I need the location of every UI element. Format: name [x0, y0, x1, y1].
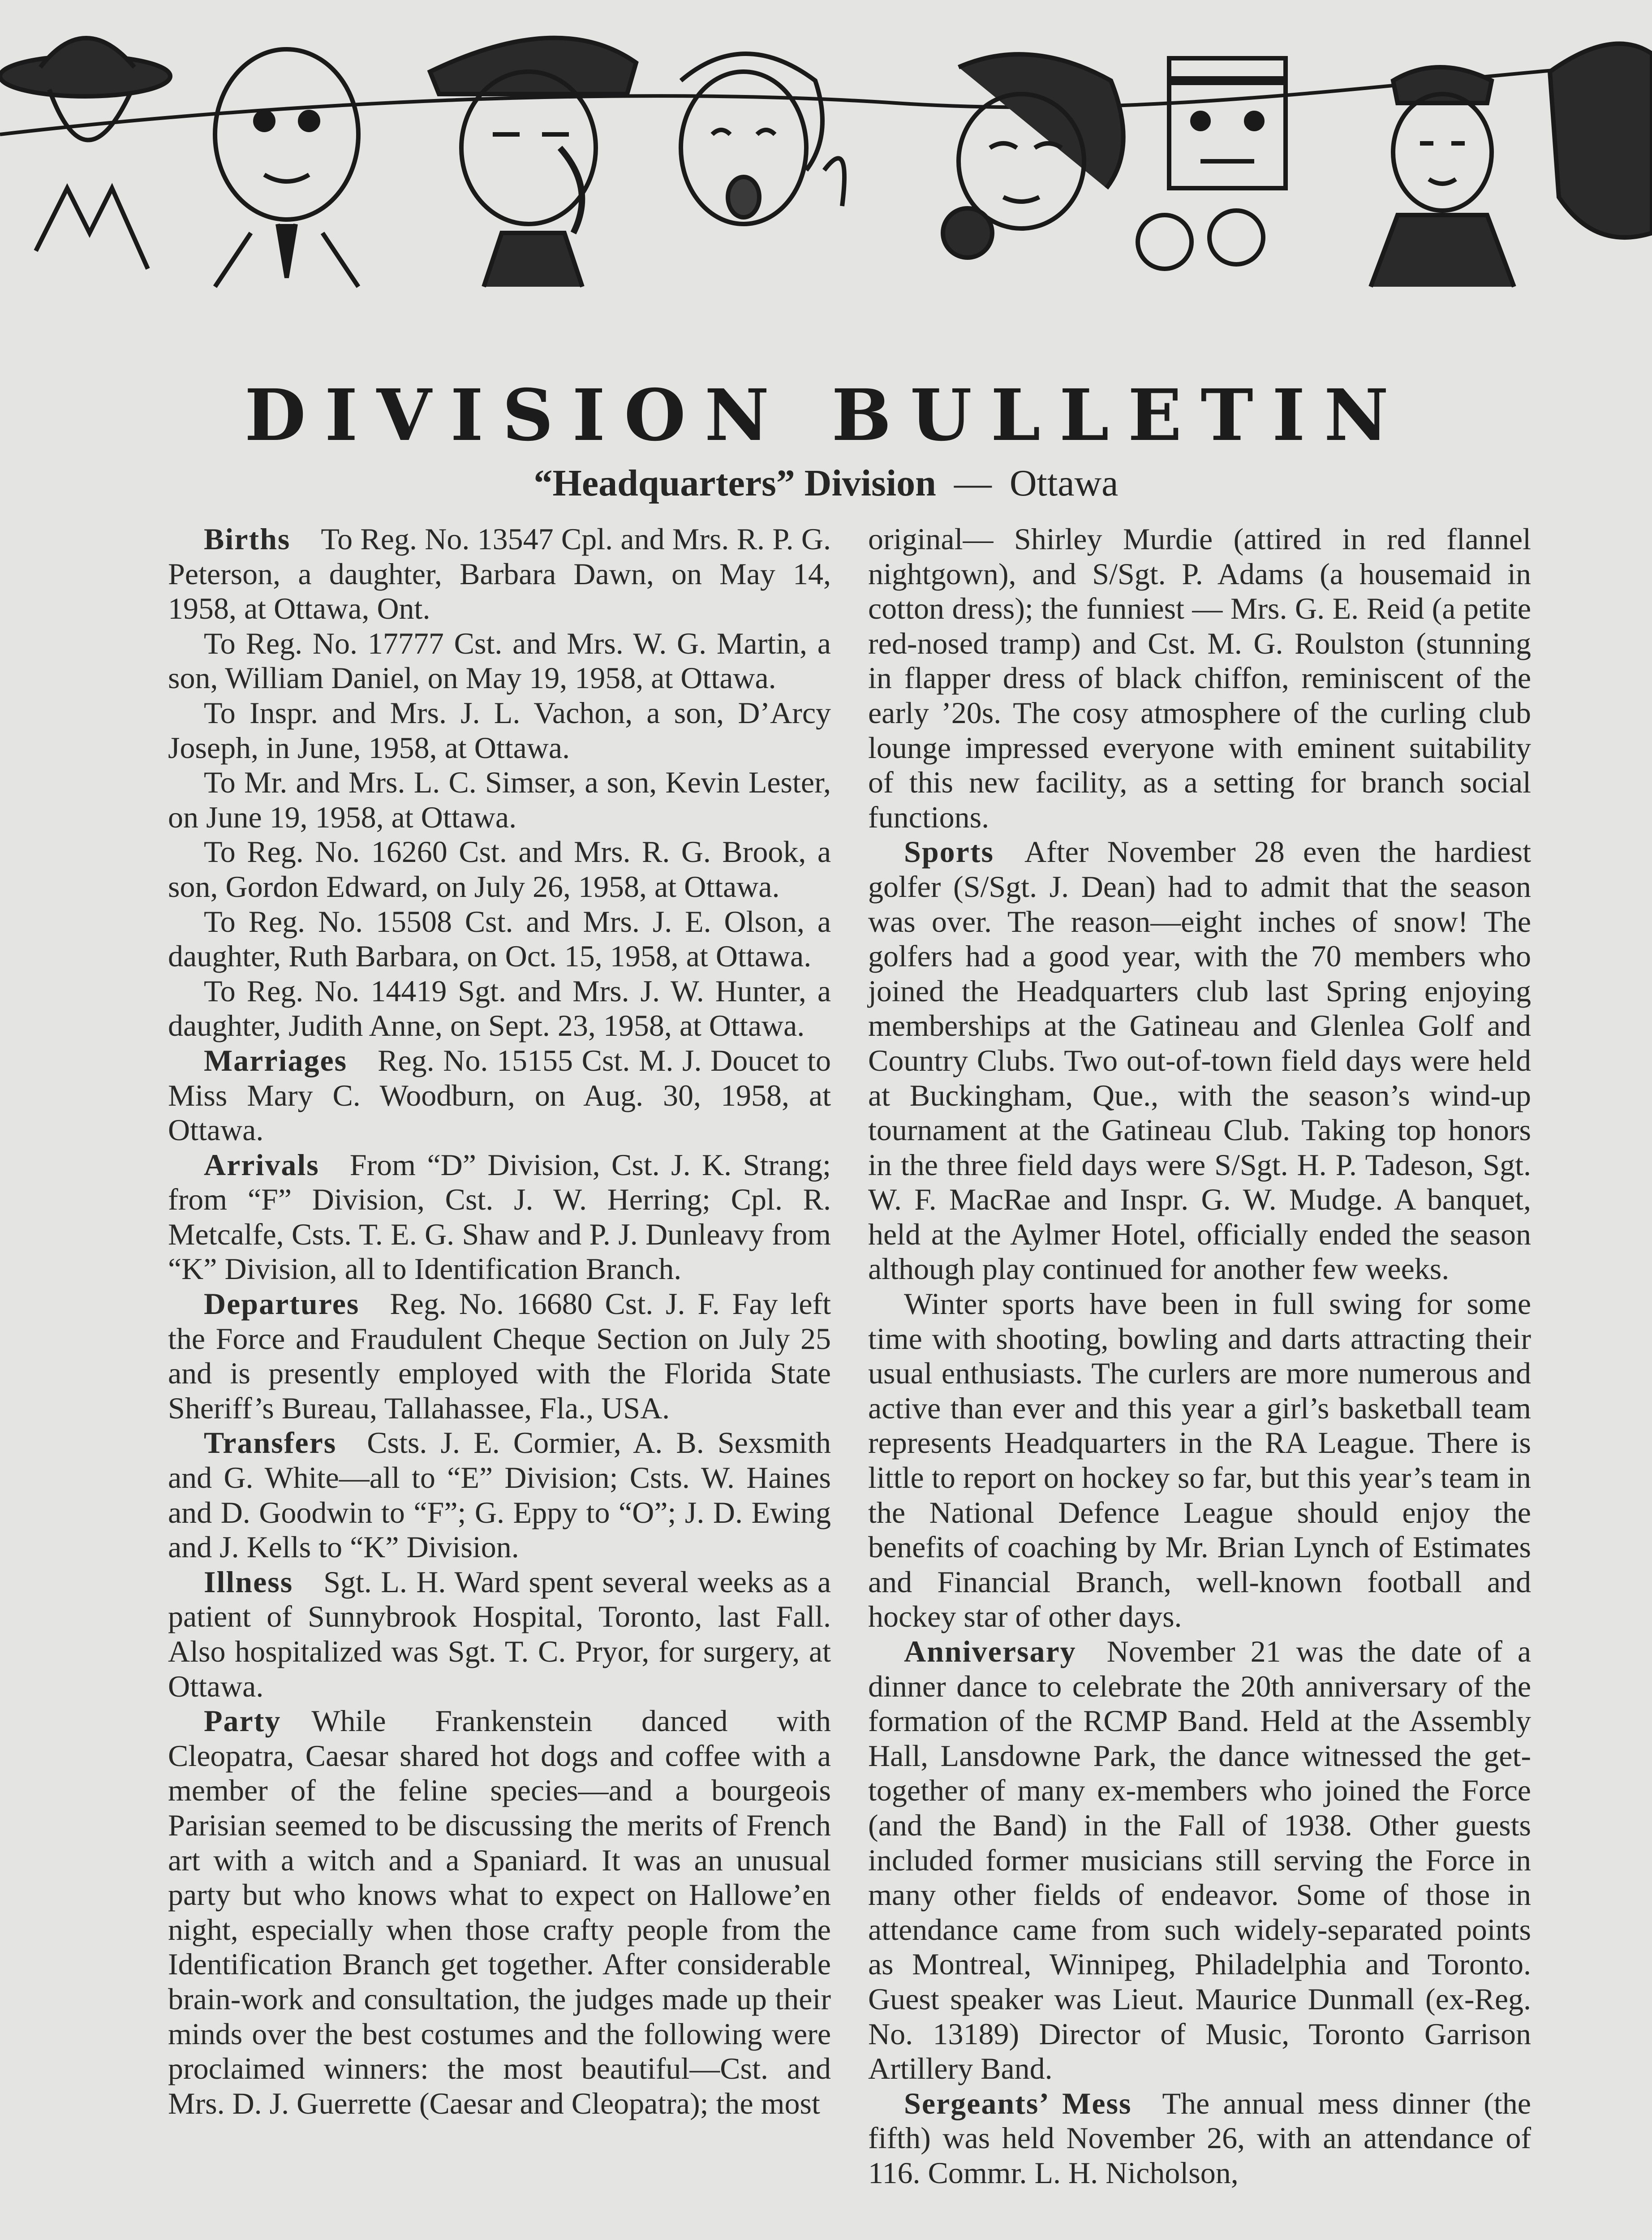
bulletin-paragraph	[168, 522, 831, 626]
paragraph-text: original— Shirley Murdie (attired in red flannel nightgown), and S/Sgt. P. Adams (a housemaid in cotton dress); the funniest — Mrs. G. E. Reid (a petite red-nosed tramp) and Cst. M. G. Roulston (stunning in flapper dress of black chiffon, reminiscent of the early ’20s. The cosy atmosphere of the curling club lounge impressed everyone with eminent suitability of this new facility, as a setting for branch social functions.	[868, 522, 1531, 834]
paragraph-text: To Mr. and Mrs. L. C. Simser, a son, Kevin Lester, on June 19, 1958, at Ottawa.	[168, 765, 831, 834]
bulletin-paragraph	[868, 2086, 1531, 2191]
right-column	[868, 522, 1531, 2191]
paragraph-text: To Reg. No. 15508 Cst. and Mrs. J. E. Olson, a daughter, Ruth Barbara, on Oct. 15, 1958, at Ottawa.	[168, 904, 831, 974]
subtitle-dash: —	[954, 462, 992, 504]
paragraph-text: Reg. No. 15155 Cst. M. J. Doucet to Miss Mary C. Woodburn, on Aug. 30, 1958, at Ottawa.	[168, 1043, 831, 1147]
section-heading: Sergeants’ Mess	[904, 2086, 1132, 2120]
bulletin-paragraph	[168, 1426, 831, 1564]
section-heading: Departures	[204, 1287, 360, 1321]
cartoon-banner	[0, 0, 1652, 358]
bulletin-paragraph	[868, 835, 1531, 1287]
bulletin-paragraph	[168, 1565, 831, 1704]
section-heading: Arrivals	[204, 1147, 319, 1182]
section-heading: Births	[204, 522, 291, 556]
paragraph-text: While Frankenstein danced with Cleopatra, Caesar shared hot dogs and coffee with a member of the feline species—and a bourgeois Parisian seemed to be discussing the merits of French art with a witch and a Spaniard. It was an unusual party but who knows what to expect on Hallowe’en night, especially when those crafty people from the Identification Branch get together. After considerable brain-work and consultation, the judges made up their minds over the best costumes and the following were proclaimed winners: the most beautiful—Cst. and Mrs. D. J. Guerrette (Caesar and Cleopatra); the most	[168, 1704, 831, 2120]
bulletin-title: DIVISION BULLETIN	[244, 374, 1408, 457]
bulletin-paragraph	[168, 1704, 831, 2121]
cartoon-faces-icon	[0, 0, 1652, 358]
section-heading: Anniversary	[904, 1634, 1076, 1668]
paragraph-text: November 21 was the date of a dinner dance to celebrate the 20th anniversary of the formation of the RCMP Band. Held at the Assembly Hall, Lansdowne Park, the dance witnessed the get-together of many ex-members who joined the Force (and the Band) in the Fall of 1938. Other guests included former musicians still serving the Force in many other fields of endeavor. Some of those in attendance came from such widely-separated points as Montreal, Winnipeg, Philadelphia and Toronto. Guest speaker was Lieut. Maurice Dunmall (ex-Reg. No. 13189) Director of Music, Toronto Garrison Artillery Band.	[868, 1634, 1531, 2086]
section-heading: Illness	[204, 1564, 293, 1599]
paragraph-text: From “D” Division, Cst. J. K. Strang; from “F” Division, Cst. J. W. Herring; Cpl. R. Metcalfe, Csts. T. E. G. Shaw and P. J. Dunleavy from “K” Division, all to Identification Branch.	[168, 1147, 831, 1286]
paragraph-text: Winter sports have been in full swing for some time with shooting, bowling and darts attracting their usual enthusiasts. The curlers are more numerous and active than ever and this year a girl’s basketball team represents Headquarters in the RA League. There is little to report on hockey so far, but this year’s team in the National Defence League should enjoy the benefits of coaching by Mr. Brian Lynch of Estimates and Financial Branch, well-known football and hockey star of other days.	[868, 1287, 1531, 1634]
bulletin-paragraph	[168, 835, 831, 904]
section-heading: Party	[204, 1704, 281, 1738]
bulletin-paragraph	[168, 905, 831, 974]
bulletin-paragraph	[168, 1287, 831, 1426]
division-subtitle	[0, 461, 1652, 505]
paragraph-text: Sgt. L. H. Ward spent several weeks as a patient of Sunnybrook Hospital, Toronto, last Fall. Also hospitalized was Sgt. T. C. Pryor, for surgery, at Ottawa.	[168, 1564, 831, 1703]
paragraph-text: Csts. J. E. Cormier, A. B. Sexsmith and G. White—all to “E” Division; Csts. W. Haines and D. Goodwin to “F”; G. Eppy to “O”; J. D. Ewing and J. Kells to “K” Division.	[168, 1426, 831, 1564]
bulletin-paragraph	[168, 1148, 831, 1287]
section-heading: Sports	[904, 835, 994, 869]
division-name: “Headquarters” Division	[533, 462, 936, 504]
paragraph-text: To Reg. No. 17777 Cst. and Mrs. W. G. Martin, a son, William Daniel, on May 19, 1958, at Ottawa.	[168, 626, 831, 695]
section-heading: Marriages	[204, 1043, 348, 1077]
bulletin-paragraph	[168, 1043, 831, 1148]
division-city: Ottawa	[1009, 462, 1119, 504]
paragraph-text: The annual mess dinner (the fifth) was held November 26, with an attendance of 116. Commr. L. H. Nicholson,	[868, 2086, 1531, 2190]
bulletin-paragraph	[168, 765, 831, 835]
bulletin-paragraph	[868, 1634, 1531, 2086]
paragraph-text: To Inspr. and Mrs. J. L. Vachon, a son, D’Arcy Joseph, in June, 1958, at Ottawa.	[168, 695, 831, 765]
bulletin-paragraph	[868, 522, 1531, 835]
bulletin-paragraph	[168, 974, 831, 1043]
paragraph-text: To Reg. No. 16260 Cst. and Mrs. R. G. Brook, a son, Gordon Edward, on July 26, 1958, at Ottawa.	[168, 835, 831, 904]
bulletin-paragraph	[168, 696, 831, 765]
section-heading: Transfers	[204, 1426, 337, 1460]
paragraph-text: After November 28 even the hardiest golfer (S/Sgt. J. Dean) had to admit that the season was over. The reason—eight inches of snow! The golfers had a good year, with the 70 members who joined the Headquarters club last Spring enjoying memberships at the Gatineau and Glenlea Golf and Country Clubs. Two out-of-town field days were held at Buckingham, Que., with the season’s wind-up tournament at the Gatineau Club. Taking top honors in the three field days were S/Sgt. H. P. Tadeson, Sgt. W. F. MacRae and Inspr. G. W. Mudge. A banquet, held at the Aylmer Hotel, officially ended the season although play continued for another few weeks.	[868, 835, 1531, 1286]
bulletin-paragraph	[868, 1287, 1531, 1634]
left-column	[168, 522, 831, 2121]
paragraph-text: Reg. No. 16680 Cst. J. F. Fay left the Force and Fraudulent Cheque Section on July 25 and is presently employed with the Florida State Sheriff’s Bureau, Tallahassee, Fla., USA.	[168, 1287, 831, 1425]
paragraph-text: To Reg. No. 13547 Cpl. and Mrs. R. P. G. Peterson, a daughter, Barbara Dawn, on May 14, 1958, at Ottawa, Ont.	[168, 522, 831, 626]
bulletin-paragraph	[168, 626, 831, 696]
paragraph-text: To Reg. No. 14419 Sgt. and Mrs. J. W. Hunter, a daughter, Judith Anne, on Sept. 23, 1958, at Ottawa.	[168, 974, 831, 1043]
